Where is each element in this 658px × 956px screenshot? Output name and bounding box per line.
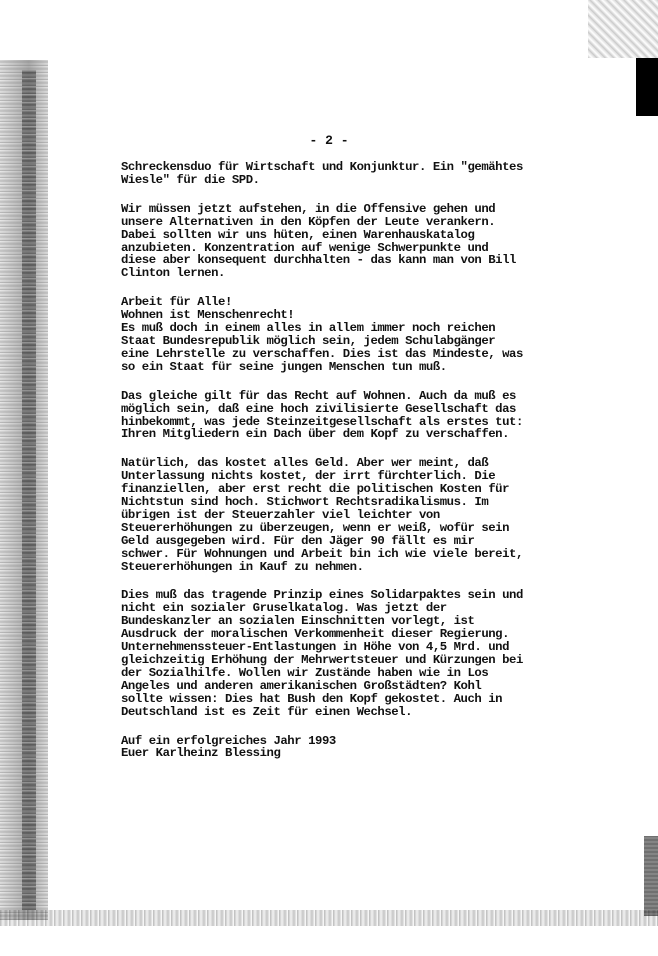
text-line: diese aber konsequent durchhalten - das kann man von Bill	[121, 253, 516, 268]
text-line: Staat Bundesrepublik möglich sein, jedem Schulabgänger	[121, 333, 496, 348]
text-line: Wiesle" für die SPD.	[121, 172, 260, 187]
paragraph	[121, 457, 561, 573]
text-line: finanziellen, aber erst recht die politischen Kosten für	[121, 482, 510, 497]
scan-corner-right	[588, 0, 658, 58]
page-number: - 2 -	[309, 133, 349, 148]
text-line: möglich sein, daß eine hoch zivilisierte Gesellschaft das	[121, 401, 516, 416]
text-line: Nichtstun sind hoch. Stichwort Rechtsradikalismus. Im	[121, 495, 489, 510]
text-line: unsere Alternativen in den Köpfen der Leute verankern.	[121, 214, 496, 229]
text-line: Ausdruck der moralischen Verkommenheit dieser Regierung.	[121, 627, 510, 642]
text-line: Ihren Mitgliedern ein Dach über dem Kopf zu verschaffen.	[121, 427, 510, 442]
signature-name: Euer Karlheinz Blessing	[121, 746, 281, 761]
text-line: Wohnen ist Menschenrecht!	[121, 308, 295, 323]
scan-edge-bottom	[0, 910, 658, 926]
letter-body	[121, 161, 561, 776]
text-line: der Sozialhilfe. Wollen wir Zustände haben wie in Los	[121, 665, 489, 680]
text-line: hinbekommt, was jede Steinzeitgesellschaft als erstes tut:	[121, 414, 523, 429]
text-line: nicht ein sozialer Gruselkatalog. Was jetzt der	[121, 601, 447, 616]
paragraph	[121, 161, 561, 187]
paragraph	[121, 203, 561, 280]
text-line: Bundeskanzler an sozialen Einschnitten vorlegt, ist	[121, 614, 475, 629]
text-line: Es muß doch in einem alles in allem immer noch reichen	[121, 321, 496, 336]
text-line: Das gleiche gilt für das Recht auf Wohnen. Auch da muß es	[121, 388, 516, 403]
scan-bar-right	[636, 58, 658, 116]
paragraph	[121, 390, 561, 442]
text-line: gleichzeitig Erhöhung der Mehrwertsteuer und Kürzungen bei	[121, 653, 523, 667]
text-line: übrigen ist der Steuerzahler viel leichter von	[121, 507, 440, 522]
scan-edge-left-shadow	[22, 70, 36, 910]
text-line: schwer. Für Wohnungen und Arbeit bin ich wie viele bereit,	[121, 546, 523, 561]
closing-greeting: Auf ein erfolgreiches Jahr 1993	[121, 733, 336, 748]
text-line: Unterlassung nichts kostet, der irrt fürchterlich. Die	[121, 469, 496, 484]
text-line: Clinton lernen.	[121, 266, 225, 281]
paragraph	[121, 296, 561, 373]
text-line: eine Lehrstelle zu verschaffen. Dies ist das Mindeste, was	[121, 346, 523, 361]
text-line: Arbeit für Alle!	[121, 295, 232, 310]
text-line: Angeles und anderen amerikanischen Großstädten? Kohl	[121, 678, 482, 693]
text-line: Steuererhöhungen in Kauf zu nehmen.	[121, 559, 364, 574]
text-line: so ein Staat für seine jungen Menschen tun muß.	[121, 359, 447, 374]
closing	[121, 735, 561, 761]
paragraph	[121, 589, 561, 718]
text-line: Wir müssen jetzt aufstehen, in die Offensive gehen und	[121, 201, 496, 216]
text-line: Natürlich, das kostet alles Geld. Aber wer meint, daß	[121, 456, 489, 471]
scan-edge-bottom-right	[644, 836, 658, 916]
text-line: Dabei sollten wir uns hüten, einen Warenhauskatalog	[121, 227, 475, 242]
text-line: Unternehmenssteuer-Entlastungen in Höhe von 4,5 Mrd. und	[121, 640, 510, 655]
text-line: Steuererhöhungen zu überzeugen, wenn er weiß, wofür sein	[121, 520, 510, 535]
text-line: Deutschland ist es Zeit für einen Wechsel.	[121, 704, 413, 719]
text-line: Schreckensduo für Wirtschaft und Konjunktur. Ein "gemähtes	[121, 160, 523, 174]
text-line: anzubieten. Konzentration auf wenige Schwerpunkte und	[121, 240, 489, 255]
text-line: Geld ausgegeben wird. Für den Jäger 90 fällt es mir	[121, 533, 475, 548]
text-line: Dies muß das tragende Prinzip eines Solidarpaktes sein und	[121, 588, 523, 603]
text-line: sollte wissen: Dies hat Bush den Kopf gekostet. Auch in	[121, 691, 503, 706]
